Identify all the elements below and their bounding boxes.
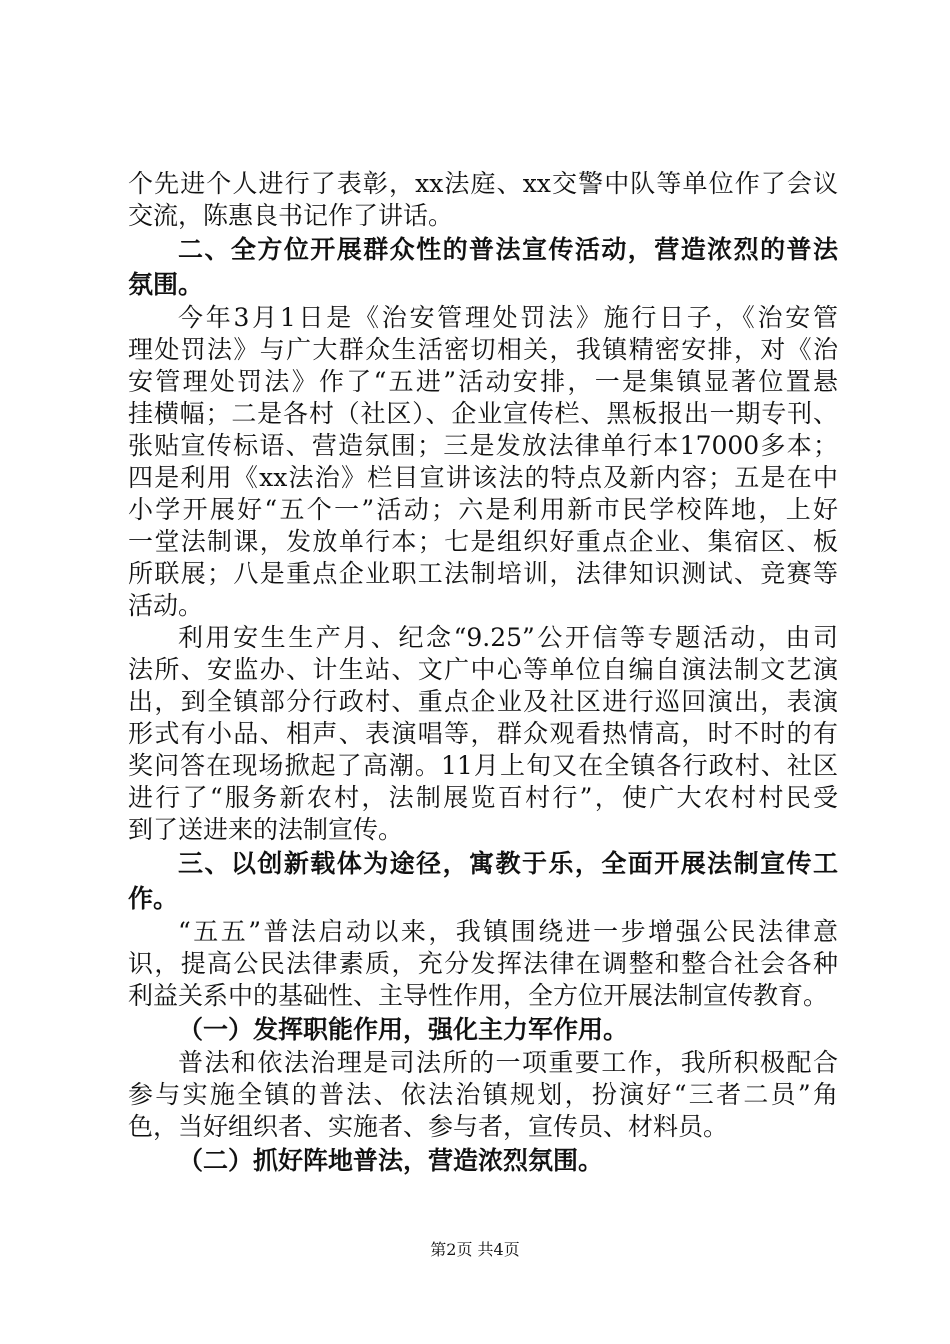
heading-line: 作。 <box>128 884 179 913</box>
subsection-heading <box>128 1012 838 1047</box>
heading-line: 二、全方位开展群众性的普法宣传活动，营造浓烈的普法 <box>178 235 838 264</box>
text-line: 张贴宣传标语、营造氛围；三是发放法律单行本17000多本； <box>128 431 838 460</box>
document-body <box>128 168 838 1178</box>
text-line: 参与实施全镇的普法、依法治镇规划，扮演好“三者二员”角 <box>128 1080 838 1109</box>
section-heading <box>128 232 838 302</box>
paragraph <box>128 1047 838 1143</box>
text-line: 所联展；八是重点企业职工法制培训，法律知识测试、竞赛等 <box>128 559 838 588</box>
text-line: 利益关系中的基础性、主导性作用，全方位开展法制宣传教育。 <box>128 981 829 1010</box>
paragraph <box>128 622 838 846</box>
text-line: 一堂法制课，发放单行本；七是组织好重点企业、集宿区、板 <box>128 527 838 556</box>
text-line: 活动。 <box>128 591 204 620</box>
text-line: 个先进个人进行了表彰，xx法庭、xx交警中队等单位作了会议 <box>128 169 838 198</box>
section-heading <box>128 846 838 916</box>
text-line: 交流，陈惠良书记作了讲话。 <box>128 201 454 230</box>
paragraph <box>128 302 838 622</box>
text-line: “五五”普法启动以来，我镇围绕进一步增强公民法律意 <box>178 917 838 946</box>
text-line: 挂横幅；二是各村（社区）、企业宣传栏、黑板报出一期专刊、 <box>128 399 838 428</box>
heading-line: （二）抓好阵地普法，营造浓烈氛围。 <box>178 1146 604 1175</box>
text-line: 利用安生生产月、纪念“9.25”公开信等专题活动，由司 <box>178 623 838 652</box>
text-line: 色，当好组织者、实施者、参与者，宣传员、材料员。 <box>128 1112 729 1141</box>
text-line: 今年3月1日是《治安管理处罚法》施行日子，《治安管 <box>178 303 838 332</box>
heading-line: 三、以创新载体为途径，寓教于乐，全面开展法制宣传工 <box>178 849 838 878</box>
text-line: 普法和依法治理是司法所的一项重要工作，我所积极配合 <box>178 1048 838 1077</box>
text-line: 进行了“服务新农村，法制展览百村行”，使广大农村村民受 <box>128 783 838 812</box>
text-line: 理处罚法》与广大群众生活密切相关，我镇精密安排，对《治 <box>128 335 838 364</box>
paragraph <box>128 916 838 1012</box>
heading-line: 氛围。 <box>128 270 204 299</box>
text-line: 到了送进来的法制宣传。 <box>128 815 404 844</box>
text-line: 识，提高公民法律素质，充分发挥法律在调整和整合社会各种 <box>128 949 838 978</box>
page-number-footer: 第2页 共4页 <box>430 1240 520 1259</box>
subsection-heading <box>128 1143 838 1178</box>
text-line: 小学开展好“五个一”活动；六是利用新市民学校阵地，上好 <box>128 495 838 524</box>
text-line: 形式有小品、相声、表演唱等，群众观看热情高，时不时的有 <box>128 719 838 748</box>
text-line: 四是利用《xx法治》栏目宣讲该法的特点及新内容；五是在中 <box>128 463 838 492</box>
text-line: 奖问答在现场掀起了高潮。11月上旬又在全镇各行政村、社区 <box>128 751 838 780</box>
text-line: 安管理处罚法》作了“五进”活动安排，一是集镇显著位置悬 <box>128 367 838 396</box>
text-line: 出，到全镇部分行政村、重点企业及社区进行巡回演出，表演 <box>128 687 838 716</box>
paragraph-cont <box>128 168 838 232</box>
heading-line: （一）发挥职能作用，强化主力军作用。 <box>178 1015 629 1044</box>
text-line: 法所、安监办、计生站、文广中心等单位自编自演法制文艺演 <box>128 655 838 684</box>
